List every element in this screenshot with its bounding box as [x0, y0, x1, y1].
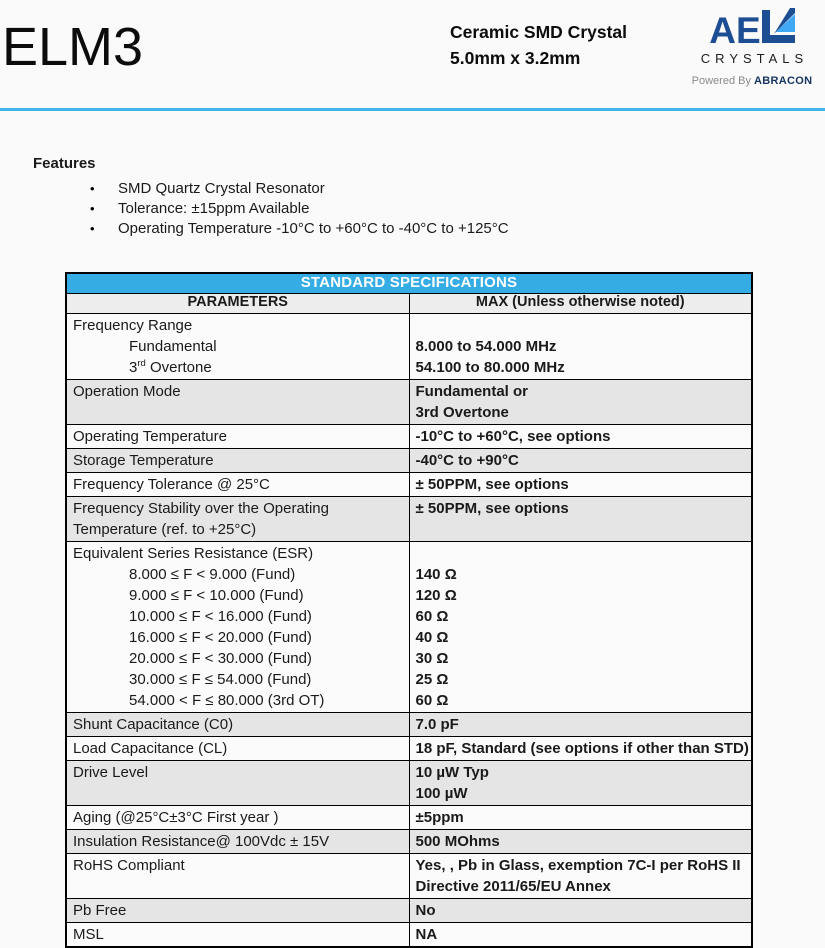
value-text: 8.000 to 54.000 MHz — [415, 337, 557, 355]
value-text: 60 Ω — [415, 607, 449, 625]
spec-row — [66, 379, 752, 424]
parameter-text: MSL — [73, 925, 104, 943]
value-text: 3rd Overtone — [415, 403, 509, 421]
spec-row — [66, 472, 752, 496]
value-text: 25 Ω — [415, 670, 449, 688]
value-text: 120 Ω — [415, 586, 457, 604]
value-cell — [409, 472, 752, 496]
feature-item — [33, 179, 509, 199]
parameter-text: Insulation Resistance@ 100Vdc ± 15V — [73, 832, 330, 850]
value-cell — [409, 448, 752, 472]
parameter-text: Frequency Range — [73, 316, 193, 334]
parameter-text: Temperature (ref. to +25°C) — [73, 520, 257, 538]
spec-table-body — [66, 313, 752, 947]
parameter-text: 30.000 ≤ F ≤ 54.000 (Fund) — [129, 670, 312, 688]
bullet-icon: • — [90, 221, 95, 236]
value-cell — [409, 541, 752, 712]
feature-text: Tolerance: ±15ppm Available — [118, 200, 310, 217]
parameter-cell — [66, 760, 409, 805]
value-text: No — [415, 901, 436, 919]
parameter-text: Operation Mode — [73, 382, 181, 400]
parameter-text: 16.000 ≤ F < 20.000 (Fund) — [129, 628, 312, 646]
column-header-parameters: PARAMETERS — [66, 293, 409, 313]
document-subtitle — [450, 19, 627, 71]
value-text: 500 MOhms — [415, 832, 500, 850]
spec-row — [66, 541, 752, 712]
spec-row — [66, 424, 752, 448]
feature-text: SMD Quartz Crystal Resonator — [118, 180, 325, 197]
value-text: 10 µW Typ — [415, 763, 489, 781]
features-heading: Features — [33, 155, 96, 172]
parameter-text: RoHS Compliant — [73, 856, 185, 874]
value-text: 40 Ω — [415, 628, 449, 646]
parameter-text: Pb Free — [73, 901, 127, 919]
value-text: 100 µW — [415, 784, 468, 802]
parameter-cell — [66, 853, 409, 898]
parameter-cell — [66, 829, 409, 853]
parameter-cell — [66, 712, 409, 736]
feature-item — [33, 219, 509, 239]
header-divider-rule — [0, 108, 825, 111]
parameter-text: Frequency Tolerance @ 25°C — [73, 475, 270, 493]
value-text: NA — [415, 925, 438, 943]
logo-letters: AE — [709, 10, 761, 51]
parameter-cell — [66, 805, 409, 829]
value-cell — [409, 898, 752, 922]
parameter-text: 10.000 ≤ F < 16.000 (Fund) — [129, 607, 312, 625]
value-text: Directive 2011/65/EU Annex — [415, 877, 611, 895]
spec-row — [66, 853, 752, 898]
powered-by-label: Powered By — [691, 75, 751, 87]
parameter-cell — [66, 313, 409, 379]
value-text: -10°C to +60°C, see options — [415, 427, 611, 445]
parameter-text: Aging (@25°C±3°C First year ) — [73, 808, 279, 826]
value-text: 18 pF, Standard (see options if other than STD) — [415, 739, 749, 757]
spec-row — [66, 448, 752, 472]
table-title-row — [66, 273, 752, 293]
value-text: 54.100 to 80.000 MHz — [415, 358, 565, 376]
spec-row — [66, 712, 752, 736]
parameter-text: Load Capacitance (CL) — [73, 739, 228, 757]
parameter-cell — [66, 379, 409, 424]
value-text — [416, 543, 746, 564]
value-cell — [409, 853, 752, 898]
spec-row — [66, 898, 752, 922]
parameter-cell — [66, 448, 409, 472]
parameter-text: 20.000 ≤ F < 30.000 (Fund) — [129, 649, 312, 667]
feature-item — [33, 199, 509, 219]
value-text: 30 Ω — [415, 649, 449, 667]
logo-l-triangle-icon — [762, 8, 795, 48]
page-title: ELM3 — [2, 17, 144, 77]
value-text: 7.0 pF — [415, 715, 459, 733]
features-section — [33, 155, 509, 239]
value-text: 140 Ω — [415, 565, 457, 583]
parameter-cell — [66, 922, 409, 947]
parameter-cell — [66, 496, 409, 541]
table-title: STANDARD SPECIFICATIONS — [66, 273, 752, 293]
value-cell — [409, 424, 752, 448]
spec-row — [66, 805, 752, 829]
parameter-text: Storage Temperature — [73, 451, 214, 469]
value-cell — [409, 313, 752, 379]
parameter-text: 9.000 ≤ F < 10.000 (Fund) — [129, 586, 304, 604]
standard-specifications-table — [65, 272, 753, 948]
parameter-text: Equivalent Series Resistance (ESR) — [73, 544, 314, 562]
spec-row — [66, 736, 752, 760]
parameter-text: Shunt Capacitance (C0) — [73, 715, 234, 733]
parameter-cell — [66, 898, 409, 922]
logo-wordmark — [684, 10, 820, 51]
value-text: ±5ppm — [415, 808, 464, 826]
table-column-header-row — [66, 293, 752, 313]
parameter-text: 3rd Overtone — [129, 357, 212, 376]
bullet-icon: • — [90, 201, 95, 216]
subtitle-line-1: Ceramic SMD Crystal — [450, 22, 628, 42]
spec-row — [66, 760, 752, 805]
parameter-cell — [66, 472, 409, 496]
value-cell — [409, 736, 752, 760]
parameter-cell — [66, 541, 409, 712]
parameter-text: Fundamental — [129, 337, 217, 355]
abracon-brand: ABRACON — [754, 75, 813, 87]
spec-row — [66, 313, 752, 379]
value-cell — [409, 805, 752, 829]
bullet-icon: • — [90, 181, 95, 196]
value-text — [416, 315, 746, 336]
spec-row — [66, 829, 752, 853]
value-text: ± 50PPM, see options — [415, 475, 569, 493]
feature-text: Operating Temperature -10°C to +60°C to -40°C to +125°C — [118, 220, 509, 237]
value-cell — [409, 379, 752, 424]
value-cell — [409, 829, 752, 853]
parameter-text: Frequency Stability over the Operating — [73, 499, 329, 517]
value-cell — [409, 922, 752, 947]
parameter-text: Drive Level — [73, 763, 149, 781]
spec-row — [66, 496, 752, 541]
parameter-text: 54.000 < F ≤ 80.000 (3rd OT) — [129, 691, 325, 709]
parameter-cell — [66, 736, 409, 760]
value-cell — [409, 712, 752, 736]
logo-crystals-text: CRYSTALS — [700, 51, 809, 66]
value-text: 60 Ω — [415, 691, 449, 709]
value-text: ± 50PPM, see options — [415, 499, 569, 517]
value-text: Fundamental or — [415, 382, 529, 400]
value-text: Yes, , Pb in Glass, exemption 7C-I per RoHS II — [415, 856, 741, 874]
features-list — [33, 179, 509, 239]
ael-crystals-logo — [684, 12, 820, 87]
subtitle-line-2: 5.0mm x 3.2mm — [450, 48, 581, 68]
parameter-text: Operating Temperature — [73, 427, 227, 445]
powered-by-line — [684, 75, 820, 87]
value-cell — [409, 760, 752, 805]
value-cell — [409, 496, 752, 541]
column-header-max: MAX (Unless otherwise noted) — [409, 293, 752, 313]
value-text: -40°C to +90°C — [415, 451, 519, 469]
parameter-cell — [66, 424, 409, 448]
parameter-text: 8.000 ≤ F < 9.000 (Fund) — [129, 565, 296, 583]
spec-row — [66, 922, 752, 947]
